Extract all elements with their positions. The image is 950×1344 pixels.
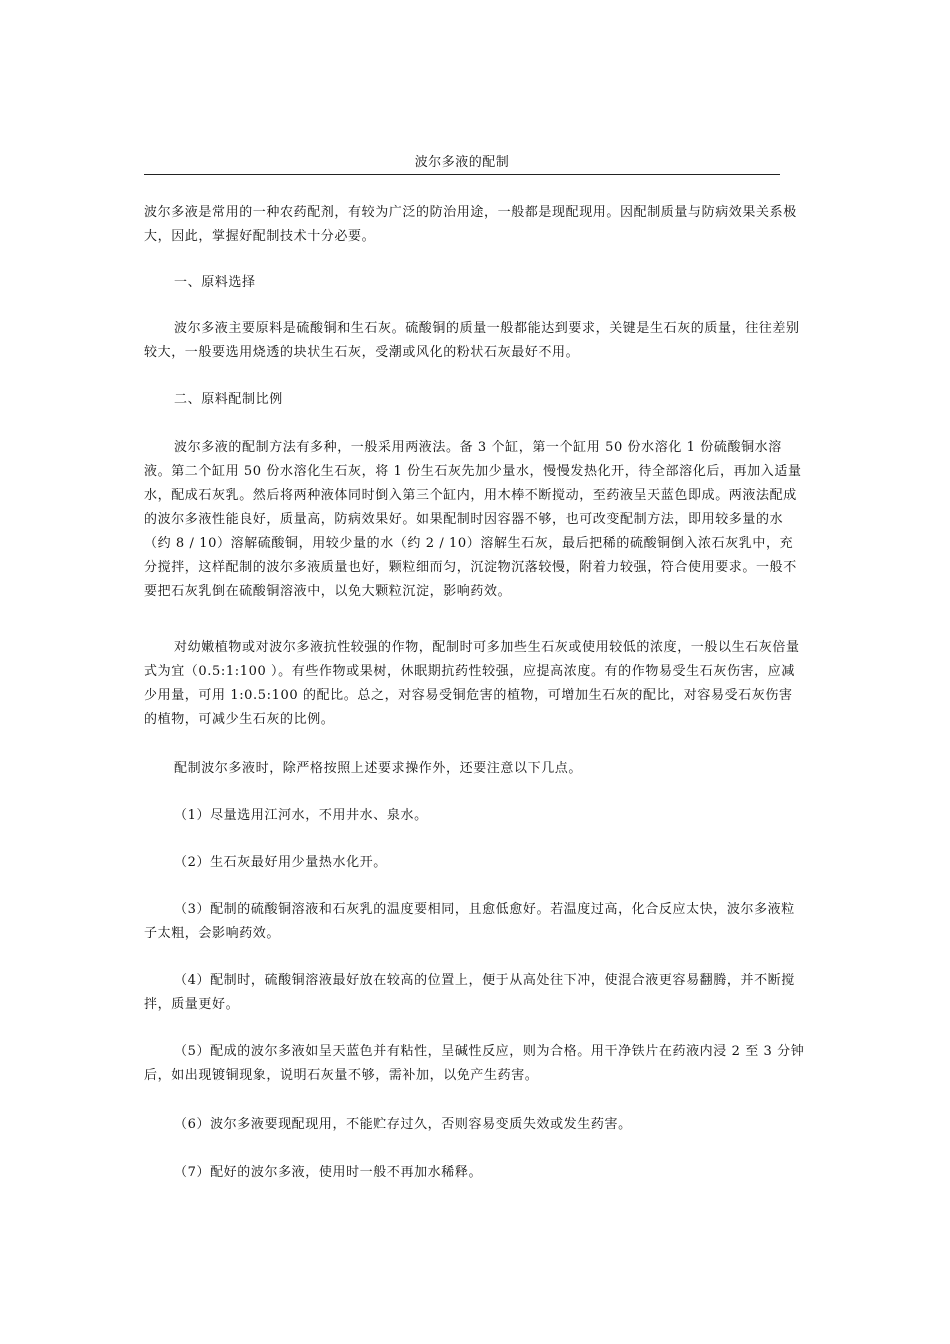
sensitive-plants-paragraph: 对幼嫩植物或对波尔多液抗性较强的作物，配制时可多加些生石灰或使用较低的浓度，一般以生石灰倍量式为宜（0.5:1:100 ）。有些作物或果树，休眠期抗药性较强，应提高浓度。有的作物易受生石灰伤害，应减少用量，可用 1:0.5:100 的配比。总之，对容易受铜危害的植物，可增加生石灰的配比，对容易受石灰伤害的植物，可减少生石灰的比例。	[144, 640, 800, 727]
intro-paragraph: 波尔多液是常用的一种农药配剂，有较为广泛的防治用途，一般都是现配现用。因配制质量与防病效果关系极大，因此，掌握好配制技术十分必要。	[144, 205, 797, 244]
note-item-1: （1）尽量选用江河水，不用井水、泉水。	[174, 808, 428, 823]
note-item-7: （7）配好的波尔多液，使用时一般不再加水稀释。	[174, 1165, 483, 1180]
title-underline	[144, 174, 780, 175]
raw-materials-paragraph: 波尔多液主要原料是硫酸铜和生石灰。硫酸铜的质量一般都能达到要求，关键是生石灰的质量，往往差别较大，一般要选用烧透的块状生石灰，受潮或风化的粉状石灰最好不用。	[144, 321, 800, 360]
note-item-4: （4）配制时，硫酸铜溶液最好放在较高的位置上，便于从高处往下冲，使混合液更容易翻腾，并不断搅拌，质量更好。	[144, 973, 795, 1012]
notes-intro-paragraph: 配制波尔多液时，除严格按照上述要求操作外，还要注意以下几点。	[174, 761, 583, 776]
note-item-3: （3）配制的硫酸铜溶液和石灰乳的温度要相同，且愈低愈好。若温度过高，化合反应太快，波尔多液粒子太粗，会影响药效。	[144, 902, 795, 941]
note-item-2: （2）生石灰最好用少量热水化开。	[174, 855, 387, 870]
document-title: 波尔多液的配制	[414, 155, 510, 170]
note-item-6: （6）波尔多液要现配现用，不能贮存过久，否则容易变质失效或发生药害。	[174, 1117, 632, 1132]
ratio-paragraph: 波尔多液的配制方法有多种，一般采用两液法。备 3 个缸，第一个缸用 50 份水溶化 1 份硫酸铜水溶液。第二个缸用 50 份水溶化生石灰，将 1 份生石灰先加少量水，慢慢发热化开，待全部溶化后，再加入适量水，配成石灰乳。然后将两种液体同时倒入第三个缸内，用木棒不断搅动，至药液呈天蓝色即成。两液法配成的波尔多液性能良好，质量高，防病效果好。如果配制时因容器不够，也可改变配制方法，即用较多量的水（约 8 / 10）溶解硫酸铜，用较少量的水（约 2 / 10）溶解生石灰，最后把稀的硫酸铜倒入浓石灰乳中，充分搅拌，这样配制的波尔多液质量也好，颗粒细而匀，沉淀物沉落较慢，附着力较强，符合使用要求。一般不要把石灰乳倒在硫酸铜溶液中，以免大颗粒沉淀，影响药效。	[144, 440, 802, 599]
note-item-5: （5）配成的波尔多液如呈天蓝色并有粘性，呈碱性反应，则为合格。用干净铁片在药液内浸 2 至 3 分钟后，如出现镀铜现象，说明石灰量不够，需补加，以免产生药害。	[144, 1044, 805, 1083]
section-heading-ratio: 二、原料配制比例	[174, 392, 283, 407]
section-heading-raw-materials: 一、原料选择	[174, 275, 256, 290]
